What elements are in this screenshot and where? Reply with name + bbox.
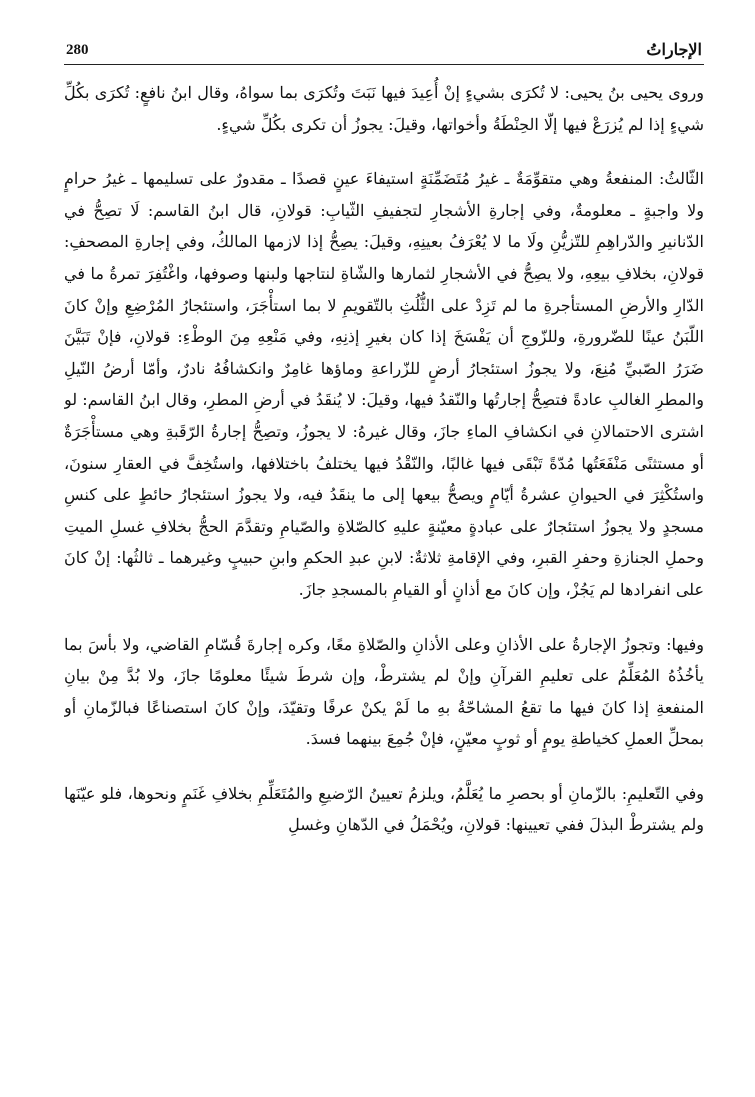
paragraph: وروى يحيى بنُ يحيى: لا تُكرَى بشيءٍ إنْ أُعِيدَ فيها نَبَتَ وتُكرَى بما سواهُ، وقال ابنُ نافعٍ: تُكرَى بكُلِّ شيءٍ إذا لم يُزرَعْ فيها إلّا الحِنْطَةُ وأخواتها، وقيلَ: يجوزُ أن تكرى بكُلِّ شيءٍ. xyxy=(64,83,704,134)
paragraph: وفيها: وتجوزُ الإجارةُ على الأذانِ وعلى الأذانِ والصّلاةِ معًا، وكره إجارةَ قُسّامِ القاضي، ولا بأسَ بما يأخُذُهُ المُعَلِّمُ على تعليمِ القرآنِ وإنْ لم يشترطْ، وإن شرطَ شيئًا معلومًا جازَ، ولا بُدَّ مِنْ بيانِ المنفعةِ إذا كانَ فيها ما تقعُ المشاحّةُ بهِ ما لَمْ يكنْ عرفًا وتقيّدَ، وإنْ كانَ استصناعًا فبالزّمانِ أو بمحلِّ العملِ كخياطةِ يومٍ أو ثوبٍ معيّنٍ، فإنْ جُمِعَ بينهما فسدَ. xyxy=(64,634,704,749)
book-page xyxy=(64,38,704,1083)
paragraph: وفي التّعليمِ: بالزّمانِ أو بحصرِ ما يُعَلَّمُ، ويلزمُ تعيينُ الرّضيعِ والمُتَعَلِّمِ بخلافِ غَنَمٍ ونحوها، فلو عيّنَها ولم يشترطْ البذلَ ففي تعيينها: قولانِ، ويُحْمَلُ في الدّهانِ وغسلِ xyxy=(64,783,704,835)
page-number: 280 xyxy=(66,42,89,58)
running-title: الإجاراتُ xyxy=(646,40,702,59)
page-body xyxy=(64,77,704,841)
paragraph: الثّالثُ: المنفعةُ وهي متقوِّمَةٌ ـ غيرُ مُتَضَمِّنَةٍ استيفاءَ عينٍ قصدًا ـ مقدورٌ على تسليمها ـ غيرُ حرامٍ ولا واجبةٍ ـ معلومةٌ، وفي إجارةِ الأشجارِ لتجفيفِ الثّيابِ: قولانِ، قال ابنُ القاسم: لَا تصِحُّ في الدّنانيرِ والدّراهِمِ للتّزيُّنِ ولَا ما لا يُعْرَفُ بعينِهِ، وقيلَ: يصِحُّ إذا لازمها المالكُ، وفي إجارةِ المصحفِ: قولانِ، بخلافِ بيعِهِ، ولا يصِحُّ في الأشجارِ لثمارها والشّاةِ لنتاجها ولبنها وصوفها، واغْتُفِرَ تمرةُ ما في الدّارِ والأرضِ المستأجرةِ ما لم تَزِدْ على الثُّلُثِ بالتّقويمِ لا بما استأْجَرَ، واستئجارُ المُرْضِعِ وإنْ كانَ اللّبَنُ عينًا للضّرورةِ، وللزّوجِ أن يَفْسَخَ إذا كان بغيرِ إذنِهِ، وفي مَنْعِهِ مِنَ الوطْءِ: قولانِ، فإنْ تَبَيَّنَ ضَرَرُ الصّبيِّ مُنِعَ، ولا يجوزُ استئجارُ أرضٍ للزّراعةِ وماؤها غامِرٌ وانكشافُهُ نادرٌ، وأمّا أرضُ النّيلِ والمطرِ الغالبِ عادةً فتصِحُّ إجارتُها والنّقدُ فيها، وقيلَ: لا يُنقَدُ في أرضِ المطرِ، وقال ابنُ القاسم: لو اشترى الاحتمالانِ في انكشافِ الماءِ جازَ، وقال غيرهُ: لا يجوزُ، وتصِحُّ إجارةُ الرّقَبةِ وهي مستأْجَرَةٌ أو مستثنًى مَنْفَعَتُها مُدّةً تَبْقَى فيها غالبًا، والنّقْدُ فيها يختلفُ باختلافها، واستُخِفَّ في العقارِ سنونَ، واستُكْثِرَ في الحيوانِ عشرةُ أيّامٍ ويصحُّ بيعها إلى ما ينقَدُ فيه، ولا يجوزُ استئجارُ حائطٍ على كنسِ مسجدٍ ولا يجوزُ استئجارٌ على عبادةٍ معيّنةٍ عليهِ كالصّلاةِ والصّيامِ وتقدَّمَ الحجُّ بخلافِ غسلِ الميتِ وحملِ الجنازةِ وحفرِ القبرِ، وفي الإقامةِ ثلاثةٌ: لابنِ عبدِ الحكمِ وابنِ حبيبٍ وغيرهما ـ ثالثُها: إنْ كانَ على انفرادها لم يَجُزْ، وإن كانَ مع أذانٍ أو القيامِ بالمسجدِ جازَ. xyxy=(64,169,704,599)
page-header xyxy=(64,38,704,65)
